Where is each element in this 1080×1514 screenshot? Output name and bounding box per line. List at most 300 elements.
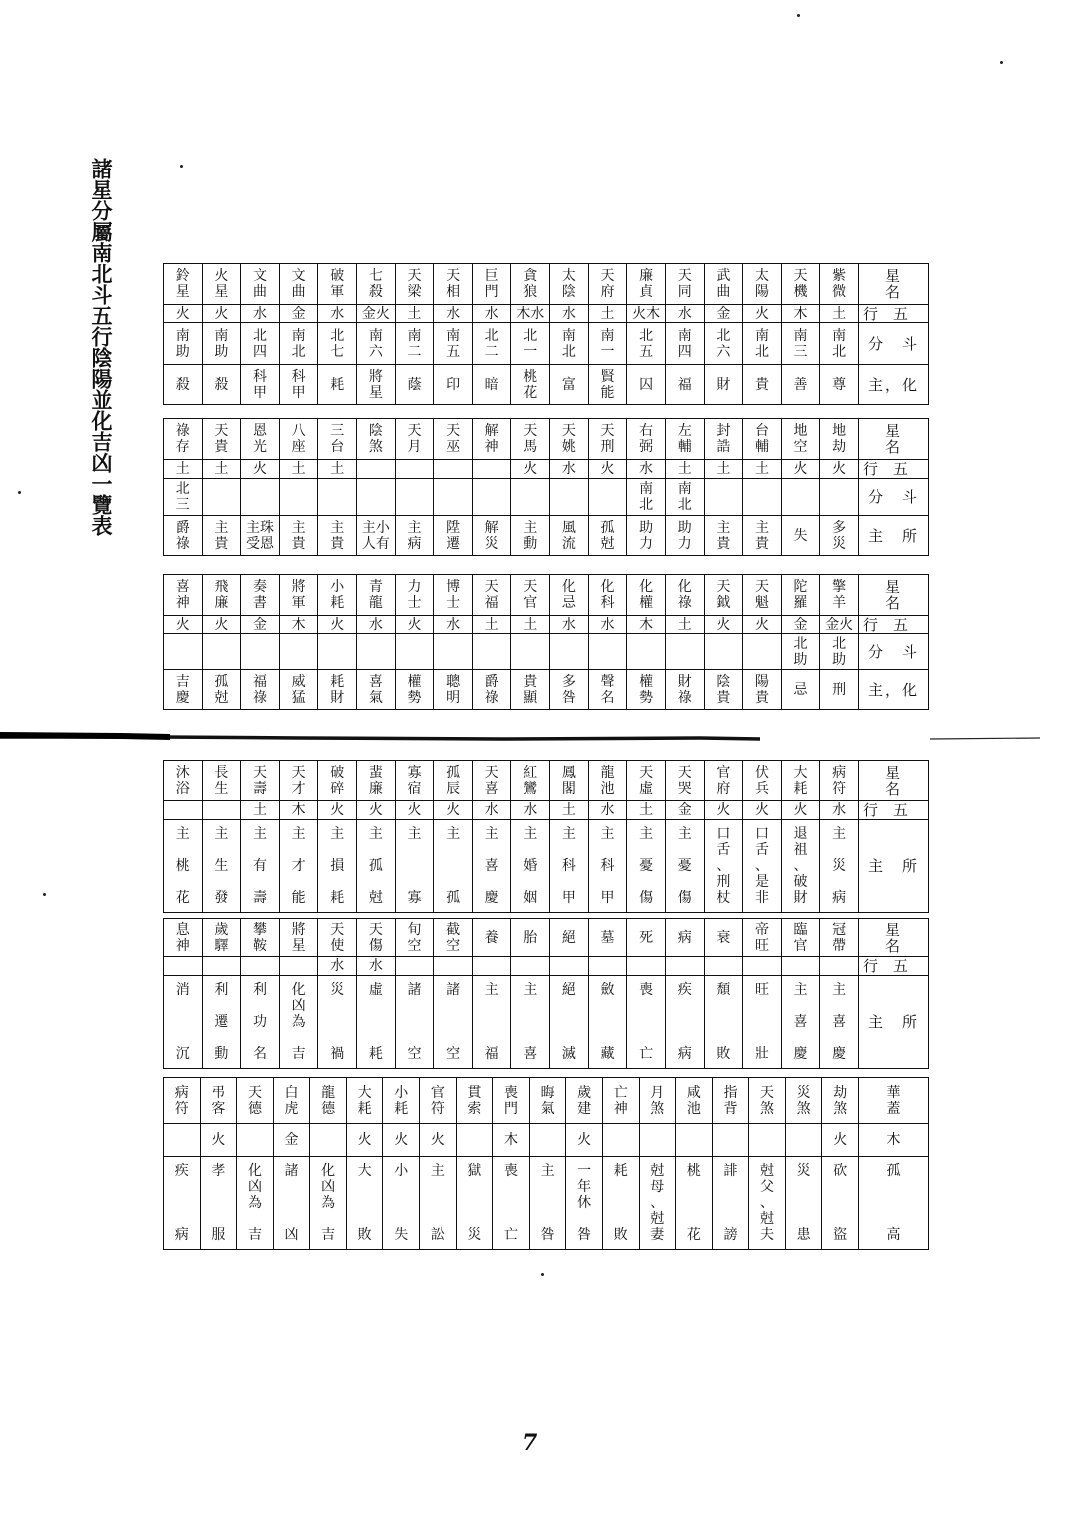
- table-cell: 水: [357, 957, 396, 976]
- table-cell: 主 才 能: [279, 820, 318, 913]
- table-cell: 天 鉞: [704, 575, 743, 616]
- table-cell: 火: [822, 1124, 859, 1157]
- table-cell: [202, 957, 241, 976]
- table-cell: 土: [820, 305, 859, 323]
- table-cell: 主 孤 尅: [357, 820, 396, 913]
- table-cell: 水: [472, 305, 511, 323]
- row-header-cell: 主 所: [858, 516, 928, 556]
- table-cell: 天 刑: [588, 419, 627, 460]
- table-cell: 喪 亡: [493, 1157, 530, 1250]
- table-cell: 蔭: [395, 365, 434, 405]
- table-cell: 北 三: [164, 479, 203, 516]
- table-cell: [434, 634, 473, 670]
- table-cell: [588, 957, 627, 976]
- table-cell: [749, 1124, 786, 1157]
- table-cell: 破 軍: [318, 264, 357, 305]
- table-cell: 金: [704, 305, 743, 323]
- table-cell: [310, 1124, 347, 1157]
- table-cell: 陞 遷: [434, 516, 473, 556]
- table-cell: 水: [511, 801, 550, 820]
- table-cell: 天 府: [588, 264, 627, 305]
- table-cell: 養: [472, 919, 511, 957]
- table-cell: 斂 藏: [588, 976, 627, 1069]
- table-cell: 爵 祿: [472, 670, 511, 710]
- table-row: [164, 616, 929, 634]
- table-cell: 化 凶 為 吉: [279, 976, 318, 1069]
- table-cell: 天 梁: [395, 264, 434, 305]
- table-cell: 官 府: [704, 761, 743, 801]
- table-cell: 富: [550, 365, 589, 405]
- table-cell: [164, 1124, 201, 1157]
- table-cell: 天 魁: [743, 575, 782, 616]
- table-cell: 旬 空: [395, 919, 434, 957]
- table-cell: [241, 957, 280, 976]
- row-header-cell: 分 斗: [858, 479, 928, 516]
- page-fold-mark: [0, 731, 1080, 743]
- table-cell: 火: [743, 616, 782, 634]
- table-row: [164, 365, 929, 405]
- table-cell: 土: [164, 460, 203, 479]
- table-cell: 天 使: [318, 919, 357, 957]
- table-cell: [550, 957, 589, 976]
- star-table-block-5: [163, 918, 929, 1069]
- table-cell: 土: [279, 460, 318, 479]
- table-cell: 主 貴: [704, 516, 743, 556]
- table-cell: 火: [743, 305, 782, 323]
- table-cell: 天 德: [237, 1078, 274, 1124]
- table-cell: 孤 尅: [202, 670, 241, 710]
- table-cell: [743, 634, 782, 670]
- table-cell: [627, 634, 666, 670]
- table-cell: 喜 神: [164, 575, 203, 616]
- table-cell: 陰 貴: [704, 670, 743, 710]
- table-cell: 衰: [704, 919, 743, 957]
- table-cell: 天 馬: [511, 419, 550, 460]
- table-cell: 主 動: [511, 516, 550, 556]
- row-header-cell: 星 名: [858, 419, 928, 460]
- table-cell: 絕: [550, 919, 589, 957]
- row-header-cell: 星 名: [858, 264, 928, 305]
- table-cell: 喪 亡: [627, 976, 666, 1069]
- table-cell: 木水: [511, 305, 550, 323]
- table-row: [164, 516, 929, 556]
- table-cell: 火 星: [202, 264, 241, 305]
- table-cell: 南 三: [781, 323, 820, 365]
- table-cell: [627, 957, 666, 976]
- table-cell: 墓: [588, 919, 627, 957]
- table-cell: 擎 羊: [820, 575, 859, 616]
- table-cell: 災 患: [785, 1157, 822, 1250]
- table-cell: 尅 母 、 尅 妻: [639, 1157, 676, 1250]
- table-cell: 化 權: [627, 575, 666, 616]
- table-cell: [550, 479, 589, 516]
- table-cell: 土: [665, 460, 704, 479]
- table-cell: 火: [704, 801, 743, 820]
- scan-speck: [541, 1273, 544, 1276]
- table-cell: 天 巫: [434, 419, 473, 460]
- table-cell: 北 一: [511, 323, 550, 365]
- table-cell: 南 五: [434, 323, 473, 365]
- table-row: [164, 634, 929, 670]
- row-header-cell: 星 名: [858, 575, 928, 616]
- table-cell: 北 五: [627, 323, 666, 365]
- table-cell: 財: [704, 365, 743, 405]
- table-cell: 南 助: [164, 323, 203, 365]
- table-cell: 大 敗: [346, 1157, 383, 1250]
- table-cell: 貴 顯: [511, 670, 550, 710]
- table-cell: 土: [318, 460, 357, 479]
- table-cell: [202, 634, 241, 670]
- table-cell: 左 輔: [665, 419, 704, 460]
- table-cell: 主 福: [472, 976, 511, 1069]
- table-row: [164, 670, 929, 710]
- table-cell: 水: [820, 801, 859, 820]
- table-cell: 助 力: [665, 516, 704, 556]
- table-cell: 絕 滅: [550, 976, 589, 1069]
- table-cell: 主 喜 慶: [820, 976, 859, 1069]
- table-cell: 天 相: [434, 264, 473, 305]
- table-row: [164, 761, 929, 801]
- star-table-block-4: [163, 760, 929, 913]
- table-cell: 水: [241, 305, 280, 323]
- table-cell: [704, 479, 743, 516]
- table-cell: 火: [164, 616, 203, 634]
- table-row: [164, 1157, 929, 1250]
- table-cell: 火: [200, 1124, 237, 1157]
- table-cell: [456, 1124, 493, 1157]
- table-cell: 太 陰: [550, 264, 589, 305]
- table-cell: 病: [665, 919, 704, 957]
- table-cell: 地 劫: [820, 419, 859, 460]
- table-cell: [676, 1124, 713, 1157]
- table-cell: [704, 634, 743, 670]
- table-cell: 諸 空: [434, 976, 473, 1069]
- table-cell: 主 貴: [318, 516, 357, 556]
- table-cell: 南 北: [550, 323, 589, 365]
- table-cell: 口 舌 、 刑 杖: [704, 820, 743, 913]
- table-cell: 小 耗: [318, 575, 357, 616]
- table-cell: 長 生: [202, 761, 241, 801]
- table-cell: 尊: [820, 365, 859, 405]
- table-cell: 孤 辰: [434, 761, 473, 801]
- table-cell: 將 星: [357, 365, 396, 405]
- table-cell: 巨 門: [472, 264, 511, 305]
- table-cell: [588, 634, 627, 670]
- row-header-cell: 星 名: [858, 761, 928, 801]
- table-cell: [164, 634, 203, 670]
- table-cell: 龍 德: [310, 1078, 347, 1124]
- star-table-block-6: [163, 1077, 929, 1250]
- row-header-cell: 行 五: [858, 616, 928, 634]
- table-cell: 主 憂 傷: [665, 820, 704, 913]
- table-cell: 主 生 發: [202, 820, 241, 913]
- table-cell: 飛 廉: [202, 575, 241, 616]
- table-cell: 化 科: [588, 575, 627, 616]
- table-cell: 火: [202, 305, 241, 323]
- table-cell: 財 祿: [665, 670, 704, 710]
- table-cell: [279, 479, 318, 516]
- table-cell: 主 貴: [279, 516, 318, 556]
- table-cell: 火: [357, 801, 396, 820]
- table-cell: [820, 479, 859, 516]
- table-cell: 桃 花: [511, 365, 550, 405]
- table-cell: 化 忌: [550, 575, 589, 616]
- table-cell: 七 殺: [357, 264, 396, 305]
- table-row: [164, 801, 929, 820]
- table-cell: 寡 宿: [395, 761, 434, 801]
- table-cell: 多 災: [820, 516, 859, 556]
- table-cell: [357, 634, 396, 670]
- table-cell: 火: [704, 616, 743, 634]
- table-cell: 博 士: [434, 575, 473, 616]
- table-cell: 歲 驛: [202, 919, 241, 957]
- table-cell: 大 耗: [346, 1078, 383, 1124]
- table-cell: [511, 479, 550, 516]
- table-cell: 主 損 耗: [318, 820, 357, 913]
- table-cell: 聰 明: [434, 670, 473, 710]
- table-cell: 孤 高: [858, 1157, 928, 1250]
- table-cell: 主 喜: [511, 976, 550, 1069]
- table-cell: 土: [704, 460, 743, 479]
- table-cell: 將 星: [279, 919, 318, 957]
- table-cell: 科 甲: [279, 365, 318, 405]
- table-cell: 歲 建: [566, 1078, 603, 1124]
- page-number: 7: [522, 1430, 538, 1456]
- table-cell: [164, 801, 203, 820]
- star-table-block-3: [163, 574, 929, 710]
- row-header-cell: 主 所: [858, 820, 928, 913]
- table-cell: 獄 災: [456, 1157, 493, 1250]
- table-cell: 三 台: [318, 419, 357, 460]
- table-cell: [472, 957, 511, 976]
- table-cell: [395, 479, 434, 516]
- table-row: [164, 1124, 929, 1157]
- row-header-cell: 行 五: [858, 957, 928, 976]
- table-cell: 主小 人有: [357, 516, 396, 556]
- table-cell: 賢 能: [588, 365, 627, 405]
- table-cell: 主 桃 花: [164, 820, 203, 913]
- row-header-cell: 主，化: [858, 365, 928, 405]
- table-cell: 孝 服: [200, 1157, 237, 1250]
- table-row: [164, 976, 929, 1069]
- table-row: [164, 323, 929, 365]
- table-cell: 文 曲: [241, 264, 280, 305]
- table-cell: 火: [241, 460, 280, 479]
- table-cell: 一 年 休 咎: [566, 1157, 603, 1250]
- table-cell: 火: [781, 460, 820, 479]
- table-cell: 主 寡: [395, 820, 434, 913]
- table-cell: 主 科 甲: [550, 820, 589, 913]
- table-cell: [665, 957, 704, 976]
- table-cell: 水: [318, 305, 357, 323]
- table-cell: 貴: [743, 365, 782, 405]
- table-cell: 主 貴: [743, 516, 782, 556]
- table-cell: 晦 氣: [529, 1078, 566, 1124]
- table-cell: 息 神: [164, 919, 203, 957]
- table-cell: 火: [434, 801, 473, 820]
- table-cell: 桃 花: [676, 1157, 713, 1250]
- table-cell: 天 煞: [749, 1078, 786, 1124]
- table-cell: 主 訟: [420, 1157, 457, 1250]
- table-row: [164, 305, 929, 323]
- table-cell: 土: [241, 801, 280, 820]
- table-cell: [434, 460, 473, 479]
- row-header-cell: 主 所: [858, 976, 928, 1069]
- table-cell: 八 座: [279, 419, 318, 460]
- table-cell: 土: [743, 460, 782, 479]
- table-cell: 災 禍: [318, 976, 357, 1069]
- table-cell: 火: [164, 305, 203, 323]
- table-cell: [434, 479, 473, 516]
- table-cell: 南 北: [665, 479, 704, 516]
- row-header-cell: 主，化: [858, 670, 928, 710]
- table-cell: 病 符: [164, 1078, 201, 1124]
- table-cell: 北 二: [472, 323, 511, 365]
- table-cell: 木: [858, 1124, 928, 1157]
- table-cell: [820, 957, 859, 976]
- table-cell: 北 六: [704, 323, 743, 365]
- table-cell: 土: [550, 801, 589, 820]
- table-cell: 天 月: [395, 419, 434, 460]
- table-cell: 化 凶 為 吉: [237, 1157, 274, 1250]
- table-cell: [602, 1124, 639, 1157]
- table-cell: [395, 460, 434, 479]
- table-cell: 劫 煞: [822, 1078, 859, 1124]
- row-header-cell: 行 五: [858, 305, 928, 323]
- table-cell: 土: [472, 616, 511, 634]
- table-cell: 主 喜 慶: [472, 820, 511, 913]
- table-cell: 土: [202, 460, 241, 479]
- table-cell: 化 祿: [665, 575, 704, 616]
- table-cell: 風 流: [550, 516, 589, 556]
- table-cell: 北 助: [820, 634, 859, 670]
- table-cell: 爵 祿: [164, 516, 203, 556]
- table-cell: 耗 財: [318, 670, 357, 710]
- table-cell: 木: [627, 616, 666, 634]
- table-cell: [550, 634, 589, 670]
- table-cell: 孤 尅: [588, 516, 627, 556]
- table-cell: 水: [550, 305, 589, 323]
- table-cell: 青 龍: [357, 575, 396, 616]
- table-cell: 冠 帶: [820, 919, 859, 957]
- table-cell: 土: [588, 305, 627, 323]
- table-cell: 木: [493, 1124, 530, 1157]
- table-cell: 主 科 甲: [588, 820, 627, 913]
- table-cell: 蜚 廉: [357, 761, 396, 801]
- table-cell: 主 婚 姻: [511, 820, 550, 913]
- table-cell: 誹 謗: [712, 1157, 749, 1250]
- table-cell: 將 軍: [279, 575, 318, 616]
- table-cell: 祿 存: [164, 419, 203, 460]
- table-cell: 主 病: [395, 516, 434, 556]
- table-cell: 諸 凶: [273, 1157, 310, 1250]
- table-cell: 土: [627, 801, 666, 820]
- table-cell: 南 北: [743, 323, 782, 365]
- table-cell: 天 壽: [241, 761, 280, 801]
- table-cell: [237, 1124, 274, 1157]
- table-cell: 喜 氣: [357, 670, 396, 710]
- table-cell: 截 空: [434, 919, 473, 957]
- table-cell: 火: [420, 1124, 457, 1157]
- table-row: [164, 264, 929, 305]
- table-cell: 南 一: [588, 323, 627, 365]
- table-cell: 病 符: [820, 761, 859, 801]
- table-cell: 利 功 名: [241, 976, 280, 1069]
- table-cell: 解 神: [472, 419, 511, 460]
- table-cell: 沐 浴: [164, 761, 203, 801]
- table-cell: 咸 池: [676, 1078, 713, 1124]
- table-cell: 土: [395, 305, 434, 323]
- table-cell: 南 北: [279, 323, 318, 365]
- table-cell: 水: [627, 460, 666, 479]
- table-cell: 火: [566, 1124, 603, 1157]
- table-cell: 火: [202, 616, 241, 634]
- table-cell: 福 祿: [241, 670, 280, 710]
- table-cell: 金: [665, 801, 704, 820]
- table-cell: 白 虎: [273, 1078, 310, 1124]
- table-cell: [434, 957, 473, 976]
- table-row: [164, 1078, 929, 1124]
- table-cell: [588, 479, 627, 516]
- table-cell: 木: [781, 305, 820, 323]
- table-cell: 南 北: [820, 323, 859, 365]
- table-cell: [279, 957, 318, 976]
- table-cell: [357, 479, 396, 516]
- table-cell: 北 助: [781, 634, 820, 670]
- table-cell: 疾 病: [665, 976, 704, 1069]
- table-cell: 貫 索: [456, 1078, 493, 1124]
- table-cell: [318, 479, 357, 516]
- table-cell: 奏 書: [241, 575, 280, 616]
- table-cell: 文 曲: [279, 264, 318, 305]
- table-cell: 大 耗: [781, 761, 820, 801]
- table-cell: [318, 634, 357, 670]
- table-cell: [279, 634, 318, 670]
- table-cell: [665, 634, 704, 670]
- table-cell: 水: [472, 801, 511, 820]
- row-header-cell: 行 五: [858, 460, 928, 479]
- table-cell: 威 猛: [279, 670, 318, 710]
- table-cell: [529, 1124, 566, 1157]
- table-cell: 南 四: [665, 323, 704, 365]
- table-cell: 台 輔: [743, 419, 782, 460]
- table-cell: 土: [665, 616, 704, 634]
- table-cell: 多 咎: [550, 670, 589, 710]
- table-cell: 天 貴: [202, 419, 241, 460]
- table-cell: [743, 479, 782, 516]
- table-cell: 小 耗: [383, 1078, 420, 1124]
- table-cell: 月 煞: [639, 1078, 676, 1124]
- table-cell: 主 喜 慶: [781, 976, 820, 1069]
- table-row: [164, 957, 929, 976]
- table-cell: 金火: [357, 305, 396, 323]
- table-cell: 破 碎: [318, 761, 357, 801]
- row-header-cell: 分 斗: [858, 634, 928, 670]
- table-cell: 武 曲: [704, 264, 743, 305]
- table-cell: 天 姚: [550, 419, 589, 460]
- table-cell: 消 沉: [164, 976, 203, 1069]
- table-cell: 天 才: [279, 761, 318, 801]
- table-cell: 紅 鸞: [511, 761, 550, 801]
- table-cell: 忌: [781, 670, 820, 710]
- scan-speck: [43, 893, 46, 896]
- table-cell: [241, 479, 280, 516]
- table-cell: 旺 壯: [743, 976, 782, 1069]
- table-cell: 福: [665, 365, 704, 405]
- table-cell: 火: [395, 801, 434, 820]
- table-cell: 亡 神: [602, 1078, 639, 1124]
- star-table-block-2: [163, 418, 929, 556]
